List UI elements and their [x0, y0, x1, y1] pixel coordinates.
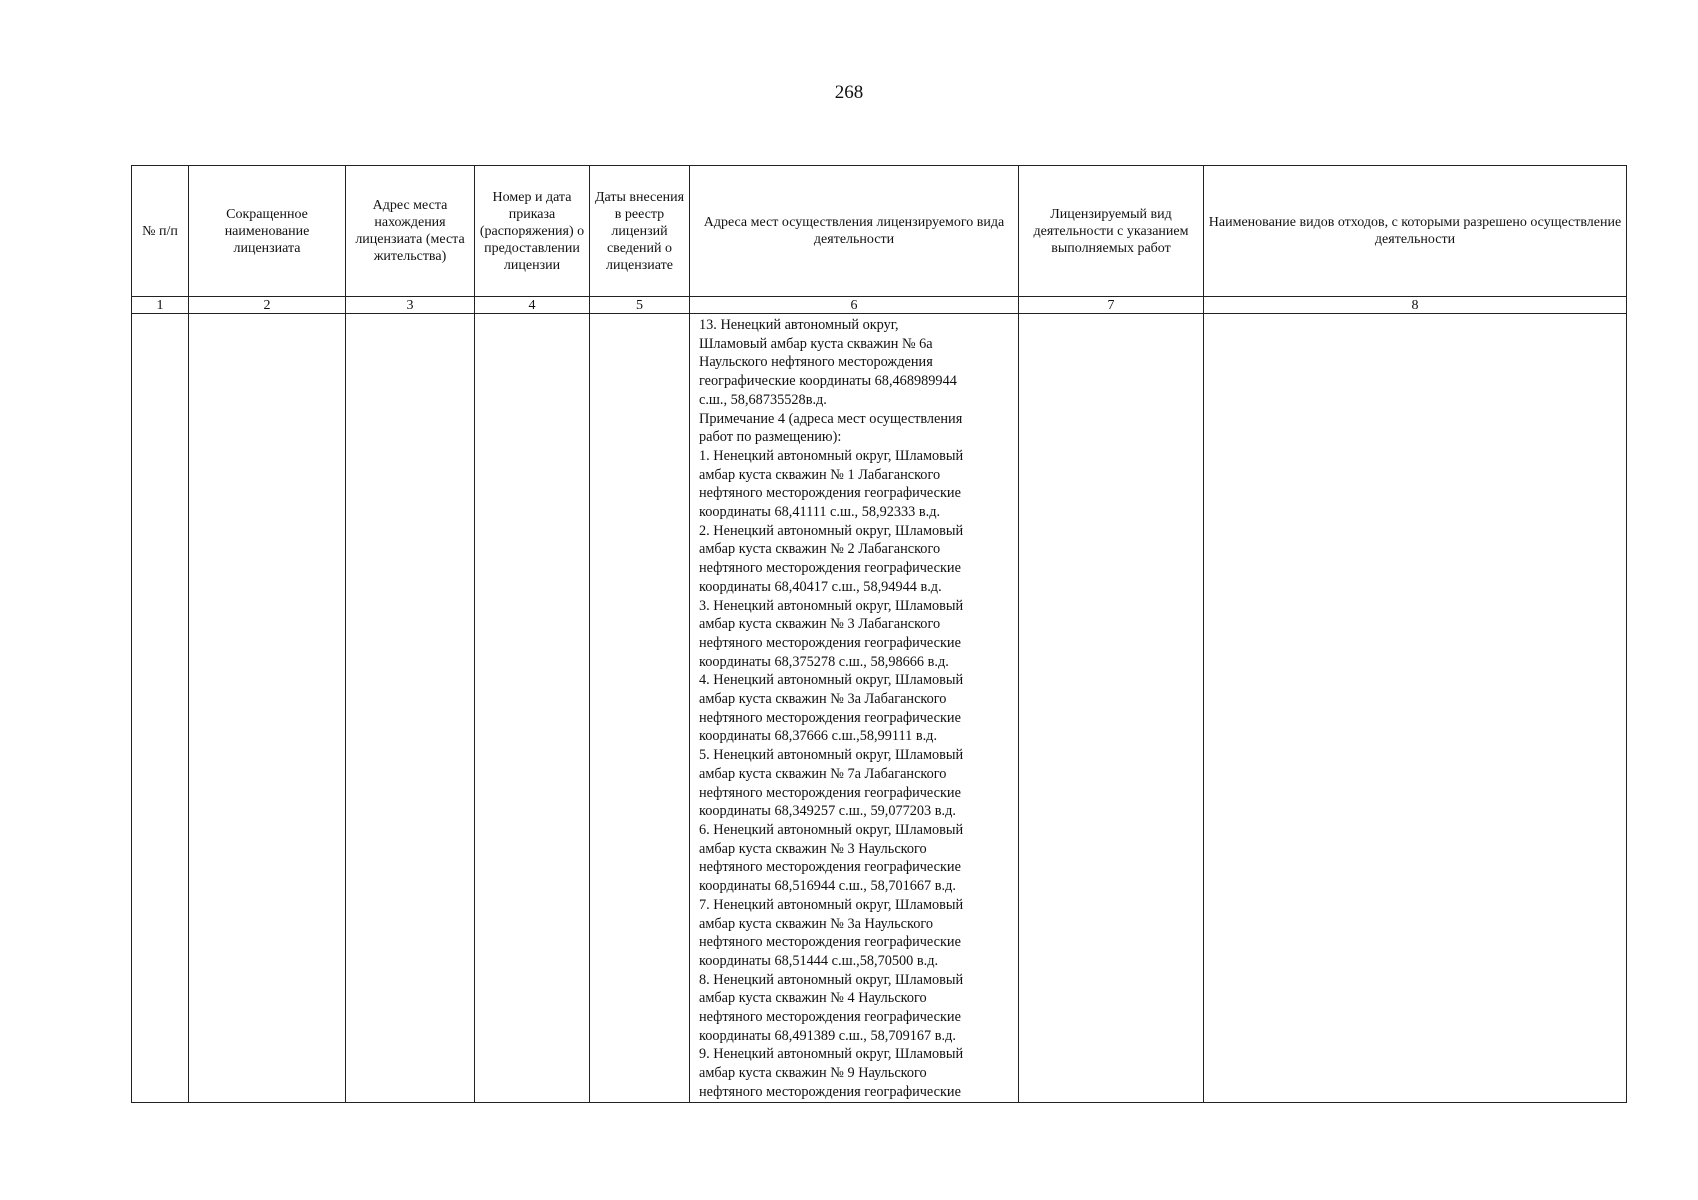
address-line: 1. Ненецкий автономный округ, Шламовый — [699, 447, 964, 464]
address-line: 5. Ненецкий автономный округ, Шламовый — [699, 747, 964, 764]
address-line: нефтяного месторождения географические — [699, 1009, 961, 1026]
address-line: Шламовый амбар куста скважин № 6а — [699, 335, 933, 352]
address-line: координаты 68,40417 с.ш., 58,94944 в.д. — [699, 578, 942, 595]
header-waste-types: Наименование видов отходов, с которыми разрешено осуществление деятельности — [1208, 215, 1622, 247]
cell-registry-dates — [590, 314, 690, 1103]
address-line: амбар куста скважин № 3а Лабаганского — [699, 691, 947, 708]
header-activity-addresses: Адреса мест осуществления лицензируемого вида деятельности — [703, 215, 1005, 247]
header-registry-dates: Даты внесения в реестр лицензий сведений о лицензиате — [594, 189, 685, 273]
address-line: координаты 68,516944 с.ш., 58,701667 в.д. — [699, 878, 956, 895]
address-line: 2. Ненецкий автономный округ, Шламовый — [699, 522, 964, 539]
address-line: географические координаты 68,468989944 — [699, 373, 957, 390]
cell-licensee-name — [189, 314, 346, 1103]
address-line: нефтяного месторождения географические — [699, 934, 961, 951]
cell-activity-addresses — [690, 314, 1019, 1103]
address-line: амбар куста скважин № 3 Лабаганского — [699, 616, 941, 633]
column-number: 7 — [1019, 297, 1204, 314]
cell-order — [475, 314, 590, 1103]
address-line: 6. Ненецкий автономный округ, Шламовый — [699, 821, 964, 838]
header-cell — [346, 166, 475, 297]
table-row — [132, 314, 1627, 1103]
header-cell — [690, 166, 1019, 297]
address-line: 9. Ненецкий автономный округ, Шламовый — [699, 1046, 964, 1063]
header-order-number-date: Номер и дата приказа (распоряжения) о предоставлении лицензии — [479, 189, 585, 273]
address-line: координаты 68,41111 с.ш., 58,92333 в.д. — [699, 504, 941, 521]
address-line: амбар куста скважин № 3 Наульского — [699, 840, 927, 857]
address-line: нефтяного месторождения географические — [699, 485, 961, 502]
address-line: амбар куста скважин № 3а Наульского — [699, 915, 934, 932]
header-licensee-address: Адрес места нахождения лицензиата (места жительства) — [355, 198, 465, 264]
address-line: Наульского нефтяного месторождения — [699, 354, 933, 371]
address-line: амбар куста скважин № 4 Наульского — [699, 990, 927, 1007]
header-cell — [475, 166, 590, 297]
address-line: координаты 68,491389 с.ш., 58,709167 в.д. — [699, 1027, 956, 1044]
address-line: с.ш., 58,68735528в.д. — [699, 391, 827, 408]
address-line: нефтяного месторождения географические — [699, 1083, 961, 1100]
address-line: координаты 68,51444 с.ш.,58,70500 в.д. — [699, 952, 939, 969]
header-cell — [1204, 166, 1627, 297]
address-line: нефтяного месторождения географические — [699, 560, 961, 577]
header-cell — [189, 166, 346, 297]
address-line: Примечание 4 (адреса мест осуществления — [699, 410, 963, 427]
address-line: 7. Ненецкий автономный округ, Шламовый — [699, 896, 964, 913]
address-line: 4. Ненецкий автономный округ, Шламовый — [699, 672, 964, 689]
column-number: 6 — [690, 297, 1019, 314]
header-licensed-activity: Лицензируемый вид деятельности с указанием выполняемых работ — [1033, 206, 1189, 256]
address-line: амбар куста скважин № 7а Лабаганского — [699, 765, 947, 782]
header-number: № п/п — [142, 223, 178, 239]
address-line: амбар куста скважин № 9 Наульского — [699, 1065, 927, 1082]
address-line: работ по размещению): — [699, 429, 842, 446]
address-line: координаты 68,375278 с.ш., 58,98666 в.д. — [699, 653, 949, 670]
header-cell — [1019, 166, 1204, 297]
address-line: 13. Ненецкий автономный округ, — [699, 317, 899, 333]
address-line: амбар куста скважин № 2 Лабаганского — [699, 541, 941, 558]
address-line: 8. Ненецкий автономный округ, Шламовый — [699, 971, 964, 988]
cell-number — [132, 314, 189, 1103]
column-number-row — [132, 297, 1627, 314]
header-cell — [590, 166, 690, 297]
address-line: нефтяного месторождения географические — [699, 709, 961, 726]
address-line: амбар куста скважин № 1 Лабаганского — [699, 466, 941, 483]
header-licensee-name: Сокращенное наименование лицензиата — [224, 206, 310, 256]
address-line: 3. Ненецкий автономный округ, Шламовый — [699, 597, 964, 614]
column-number: 1 — [132, 297, 189, 314]
page-number: 268 — [834, 82, 864, 103]
address-line: координаты 68,349257 с.ш., 59,077203 в.д. — [699, 803, 956, 820]
column-number: 2 — [189, 297, 346, 314]
address-line: координаты 68,37666 с.ш.,58,99111 в.д. — [699, 728, 938, 745]
header-cell — [132, 166, 189, 297]
address-line: нефтяного месторождения географические — [699, 859, 961, 876]
address-line: нефтяного месторождения географические — [699, 784, 961, 801]
column-number: 8 — [1204, 297, 1627, 314]
header-row — [132, 166, 1627, 297]
column-number: 5 — [590, 297, 690, 314]
column-number: 3 — [346, 297, 475, 314]
cell-waste-types — [1204, 314, 1627, 1103]
cell-licensed-activity — [1019, 314, 1204, 1103]
cell-licensee-address — [346, 314, 475, 1103]
address-line: нефтяного месторождения географические — [699, 634, 961, 651]
column-number: 4 — [475, 297, 590, 314]
license-register-table — [131, 165, 1627, 1103]
